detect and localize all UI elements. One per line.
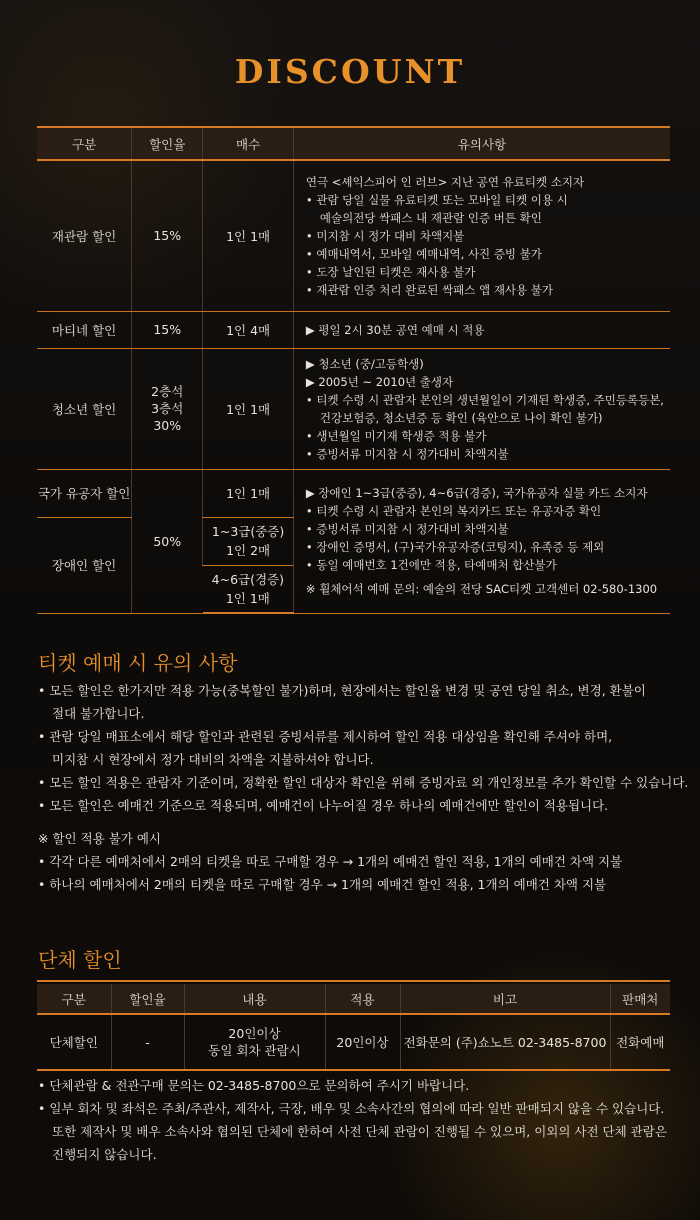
group-divider (37, 980, 670, 982)
caution-line: • 모든 할인은 예매건 기준으로 적용되며, 예매건이 나누어질 경우 하나의 예매건에만 할인이 적용됩니다. (38, 798, 609, 813)
group-seller: 전화예매 (610, 1014, 670, 1070)
disabled-qty-severe: 1~3급(중증) 1인 2매 (203, 517, 294, 565)
group-note-line: • 일부 회차 및 좌석은 주최/주관사, 제작사, 극장, 배우 및 소속사간의 협의에 따라 일반 판매되지 않을 수 있습니다. (38, 1101, 665, 1116)
group-header-type: 구분 (37, 984, 111, 1014)
example-list (38, 827, 688, 896)
group-header-note: 비고 (400, 984, 610, 1014)
group-header-seller: 판매처 (610, 984, 670, 1014)
row-revisit (37, 160, 670, 311)
merit-qty: 1인 1매 (203, 469, 294, 517)
caution-line: • 모든 할인 적용은 관람자 기준이며, 정확한 할인 대상자 확인을 위해 증빙자료 외 개인정보를 추가 확인할 수 있습니다. (38, 775, 689, 790)
matinee-rate: 15% (132, 311, 203, 348)
caution-line: 절대 불가합니다. (52, 706, 145, 721)
matinee-label: 마티네 할인 (37, 311, 132, 348)
group-table (37, 984, 670, 1071)
disabled-qty-mild: 4~6급(경증) 1인 1매 (203, 565, 294, 613)
caution-line: 미지참 시 현장에서 정가 대비의 차액을 지불하셔야 합니다. (52, 752, 374, 767)
shared-notes: ▶ 장애인 1~3급(중증), 4~6급(경증), 국가유공자 실물 카드 소지자 • 티켓 수령 시 관람자 본인의 복지카드 또는 유공자증 확인 • 증빙서류 미지참 시 정가대비 차액지불 • 장애인 증명서, (구)국가유공자증(코팅지), 유족증 등 제외 • 동일 예매번호 1건에만 적용, 타예매처 합산불가 ※ 휠체어석 예매 문의: 예술의 전당 SAC티켓 고객센터 02-580-1300 (293, 469, 670, 613)
row-merit (37, 469, 670, 517)
caution-title: 티켓 예매 시 유의 사항 (38, 651, 238, 675)
group-notes (38, 1074, 688, 1166)
merit-label: 국가 유공자 할인 (37, 469, 132, 517)
table-header-row (37, 127, 670, 160)
matinee-notes: ▶ 평일 2시 30분 공연 예매 시 적용 (293, 311, 670, 348)
youth-qty: 1인 1매 (203, 348, 294, 469)
group-header-content: 내용 (184, 984, 325, 1014)
youth-label: 청소년 할인 (37, 348, 132, 469)
revisit-notes: 연극 <셰익스피어 인 러브> 지난 공연 유료티켓 소지자 • 관람 당일 실물 유료티켓 또는 모바일 티켓 이용 시 예술의전당 싹패스 내 재관람 인증 버튼 확인 • 미지참 시 정가 대비 차액지불 • 예매내역서, 모바일 예매내역, 사진 증빙 불가 • 도장 날인된 티켓은 재사용 불가 • 재관람 인증 처리 완료된 싹패스 앱 재사용 불가 (293, 160, 670, 311)
example-line: • 각각 다른 예매처에서 2매의 티켓을 따로 구매할 경우 → 1개의 예매건 할인 적용, 1개의 예매건 차액 지불 (38, 854, 623, 869)
youth-rate: 2층석 3층석 30% (132, 348, 203, 469)
group-title: 단체 할인 (38, 948, 122, 972)
disabled-label: 장애인 할인 (37, 517, 132, 613)
group-note-line: 진행되지 않습니다. (52, 1147, 157, 1162)
row-youth (37, 348, 670, 469)
group-note-line: • 단체관람 & 전관구매 문의는 02-3485-8700으로 문의하여 주시기 바랍니다. (38, 1078, 470, 1093)
group-header-apply: 적용 (325, 984, 400, 1014)
caution-line: • 관람 당일 매표소에서 해당 할인과 관련된 증빙서류를 제시하여 할인 적용 대상임을 확인해 주셔야 하며, (38, 729, 613, 744)
header-quantity: 매수 (203, 127, 294, 160)
revisit-qty: 1인 1매 (203, 160, 294, 311)
caution-line: • 모든 할인은 한가지만 적용 가능(중복할인 불가)하며, 현장에서는 할인율 변경 및 공연 당일 취소, 변경, 환불이 (38, 683, 646, 698)
revisit-label: 재관람 할인 (37, 160, 132, 311)
row-matinee (37, 311, 670, 348)
discount-table (37, 126, 670, 614)
group-note-line: 또한 제작사 및 배우 소속사와 협의된 단체에 한하여 사전 단체 관람이 진행될 수 있으며, 이외의 사전 단체 관람은 (52, 1124, 667, 1139)
group-content: 20인이상 동일 회차 관람시 (184, 1014, 325, 1070)
header-notes: 유의사항 (293, 127, 670, 160)
page-title: DISCOUNT (234, 52, 466, 91)
group-rate: - (111, 1014, 184, 1070)
group-type: 단체할인 (37, 1014, 111, 1070)
youth-notes: ▶ 청소년 (중/고등학생) ▶ 2005년 ~ 2010년 출생자 • 티켓 수령 시 관람자 본인의 생년월일이 기재된 학생증, 주민등록등본, 건강보험증, 청소년증 등 확인 (육안으로 나이 확인 불가) • 생년월일 미기재 학생증 적용 불가 • 증빙서류 미지참 시 정가대비 차액지불 (293, 348, 670, 469)
group-header-rate: 할인율 (111, 984, 184, 1014)
example-title: ※ 할인 적용 불가 예시 (38, 831, 161, 846)
example-line: • 하나의 예매처에서 2매의 티켓을 따로 구매할 경우 → 1개의 예매건 할인 적용, 1개의 예매건 차액 지불 (38, 877, 607, 892)
group-header-row (37, 984, 670, 1014)
header-rate: 할인율 (132, 127, 203, 160)
group-note: 전화문의 (주)쇼노트 02-3485-8700 (400, 1014, 610, 1070)
caution-list (38, 679, 688, 817)
revisit-rate: 15% (132, 160, 203, 311)
group-row (37, 1014, 670, 1070)
header-category: 구분 (37, 127, 132, 160)
group-apply: 20인이상 (325, 1014, 400, 1070)
shared-rate: 50% (132, 469, 203, 613)
matinee-qty: 1인 4매 (203, 311, 294, 348)
